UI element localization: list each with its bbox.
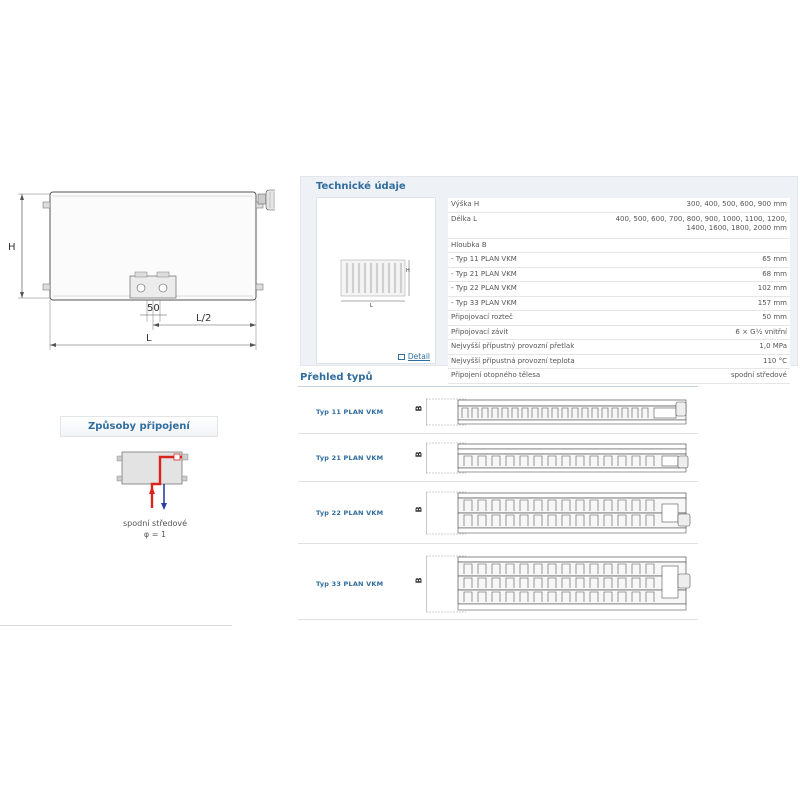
type-22-section-drawing [426, 488, 698, 538]
row-label: Výška H [448, 198, 610, 212]
depth-label: B [414, 405, 424, 412]
type-overview-title: Přehled typů [300, 372, 373, 383]
type-row-22 [298, 482, 698, 544]
table-row [448, 354, 790, 369]
connection-caption [100, 518, 210, 540]
type-label: Typ 21 PLAN VKM [316, 454, 384, 462]
height-dimension-label: H [8, 242, 16, 253]
detail-link-label: Detail [407, 352, 430, 361]
row-value: 6 × G½ vnitřní [610, 325, 790, 340]
table-row [448, 253, 790, 268]
row-value: 400, 500, 600, 700, 800, 900, 1000, 1100, 1200, 1400, 1600, 1800, 2000 mm [610, 212, 790, 238]
zoom-icon [398, 354, 405, 360]
connection-section-title: Způsoby připojení [88, 421, 190, 432]
supply-arrow-icon [149, 486, 155, 494]
row-label: Hloubka B [448, 238, 610, 253]
table-row [448, 282, 790, 297]
row-value [610, 238, 790, 253]
type-21-section-drawing [426, 440, 698, 476]
type-33-section-drawing [426, 552, 698, 616]
technical-image-box [316, 197, 436, 364]
connection-caption-line1: spodní středové [122, 519, 188, 528]
offset-dimension-label: 50 [147, 303, 160, 314]
row-value: 68 mm [610, 267, 790, 282]
type-label: Typ 11 PLAN VKM [316, 408, 384, 416]
table-row [448, 238, 790, 253]
technical-data-title: Technické údaje [316, 181, 406, 192]
depth-label: B [414, 506, 424, 513]
row-value: 50 mm [610, 311, 790, 326]
row-label: - Typ 21 PLAN VKM [448, 267, 610, 282]
divider [0, 625, 232, 626]
type-11-section-drawing [426, 396, 698, 428]
table-row [448, 296, 790, 311]
row-label: - Typ 22 PLAN VKM [448, 282, 610, 297]
row-value: 110 °C [610, 354, 790, 369]
image-height-label: H [406, 268, 410, 274]
type-row-21 [298, 434, 698, 482]
half-length-dimension-label: L/2 [196, 313, 212, 324]
detail-link[interactable] [398, 352, 430, 361]
image-length-label: L [370, 303, 373, 308]
depth-label: B [414, 451, 424, 458]
table-row [448, 212, 790, 238]
row-value: 65 mm [610, 253, 790, 268]
row-label: Připojení otopného tělesa [448, 369, 610, 384]
type-label: Typ 33 PLAN VKM [316, 580, 384, 588]
row-label: - Typ 11 PLAN VKM [448, 253, 610, 268]
row-label: Nejvyšší přípustný provozní přetlak [448, 340, 610, 355]
row-value: spodní středové [610, 369, 790, 384]
type-row-11 [298, 388, 698, 434]
bottom-connection-fitting-icon [130, 272, 176, 298]
row-label: Nejvyšší přípustná provozní teplota [448, 354, 610, 369]
table-row [448, 369, 790, 384]
table-row [448, 267, 790, 282]
length-dimension-label: L [146, 333, 152, 344]
depth-label: B [414, 577, 424, 584]
connection-caption-line2: φ = 1 [143, 530, 167, 539]
small-radiator-illustration [337, 256, 417, 308]
radiator-front-dimension-drawing [0, 180, 275, 355]
valve-icon [174, 454, 180, 460]
row-value: 300, 400, 500, 600, 900 mm [610, 198, 790, 212]
return-arrow-icon [161, 503, 167, 510]
table-row [448, 311, 790, 326]
type-label: Typ 22 PLAN VKM [316, 509, 384, 517]
table-row [448, 340, 790, 355]
row-value: 157 mm [610, 296, 790, 311]
technical-data-table [448, 198, 790, 384]
row-label: Připojovací rozteč [448, 311, 610, 326]
row-label: Délka L [448, 212, 610, 238]
bottom-center-connection-diagram [112, 448, 207, 513]
row-value: 1,0 MPa [610, 340, 790, 355]
row-label: Připojovací závit [448, 325, 610, 340]
row-label: - Typ 33 PLAN VKM [448, 296, 610, 311]
table-row [448, 325, 790, 340]
table-row [448, 198, 790, 212]
type-row-33 [298, 544, 698, 620]
row-value: 102 mm [610, 282, 790, 297]
divider [298, 386, 698, 387]
